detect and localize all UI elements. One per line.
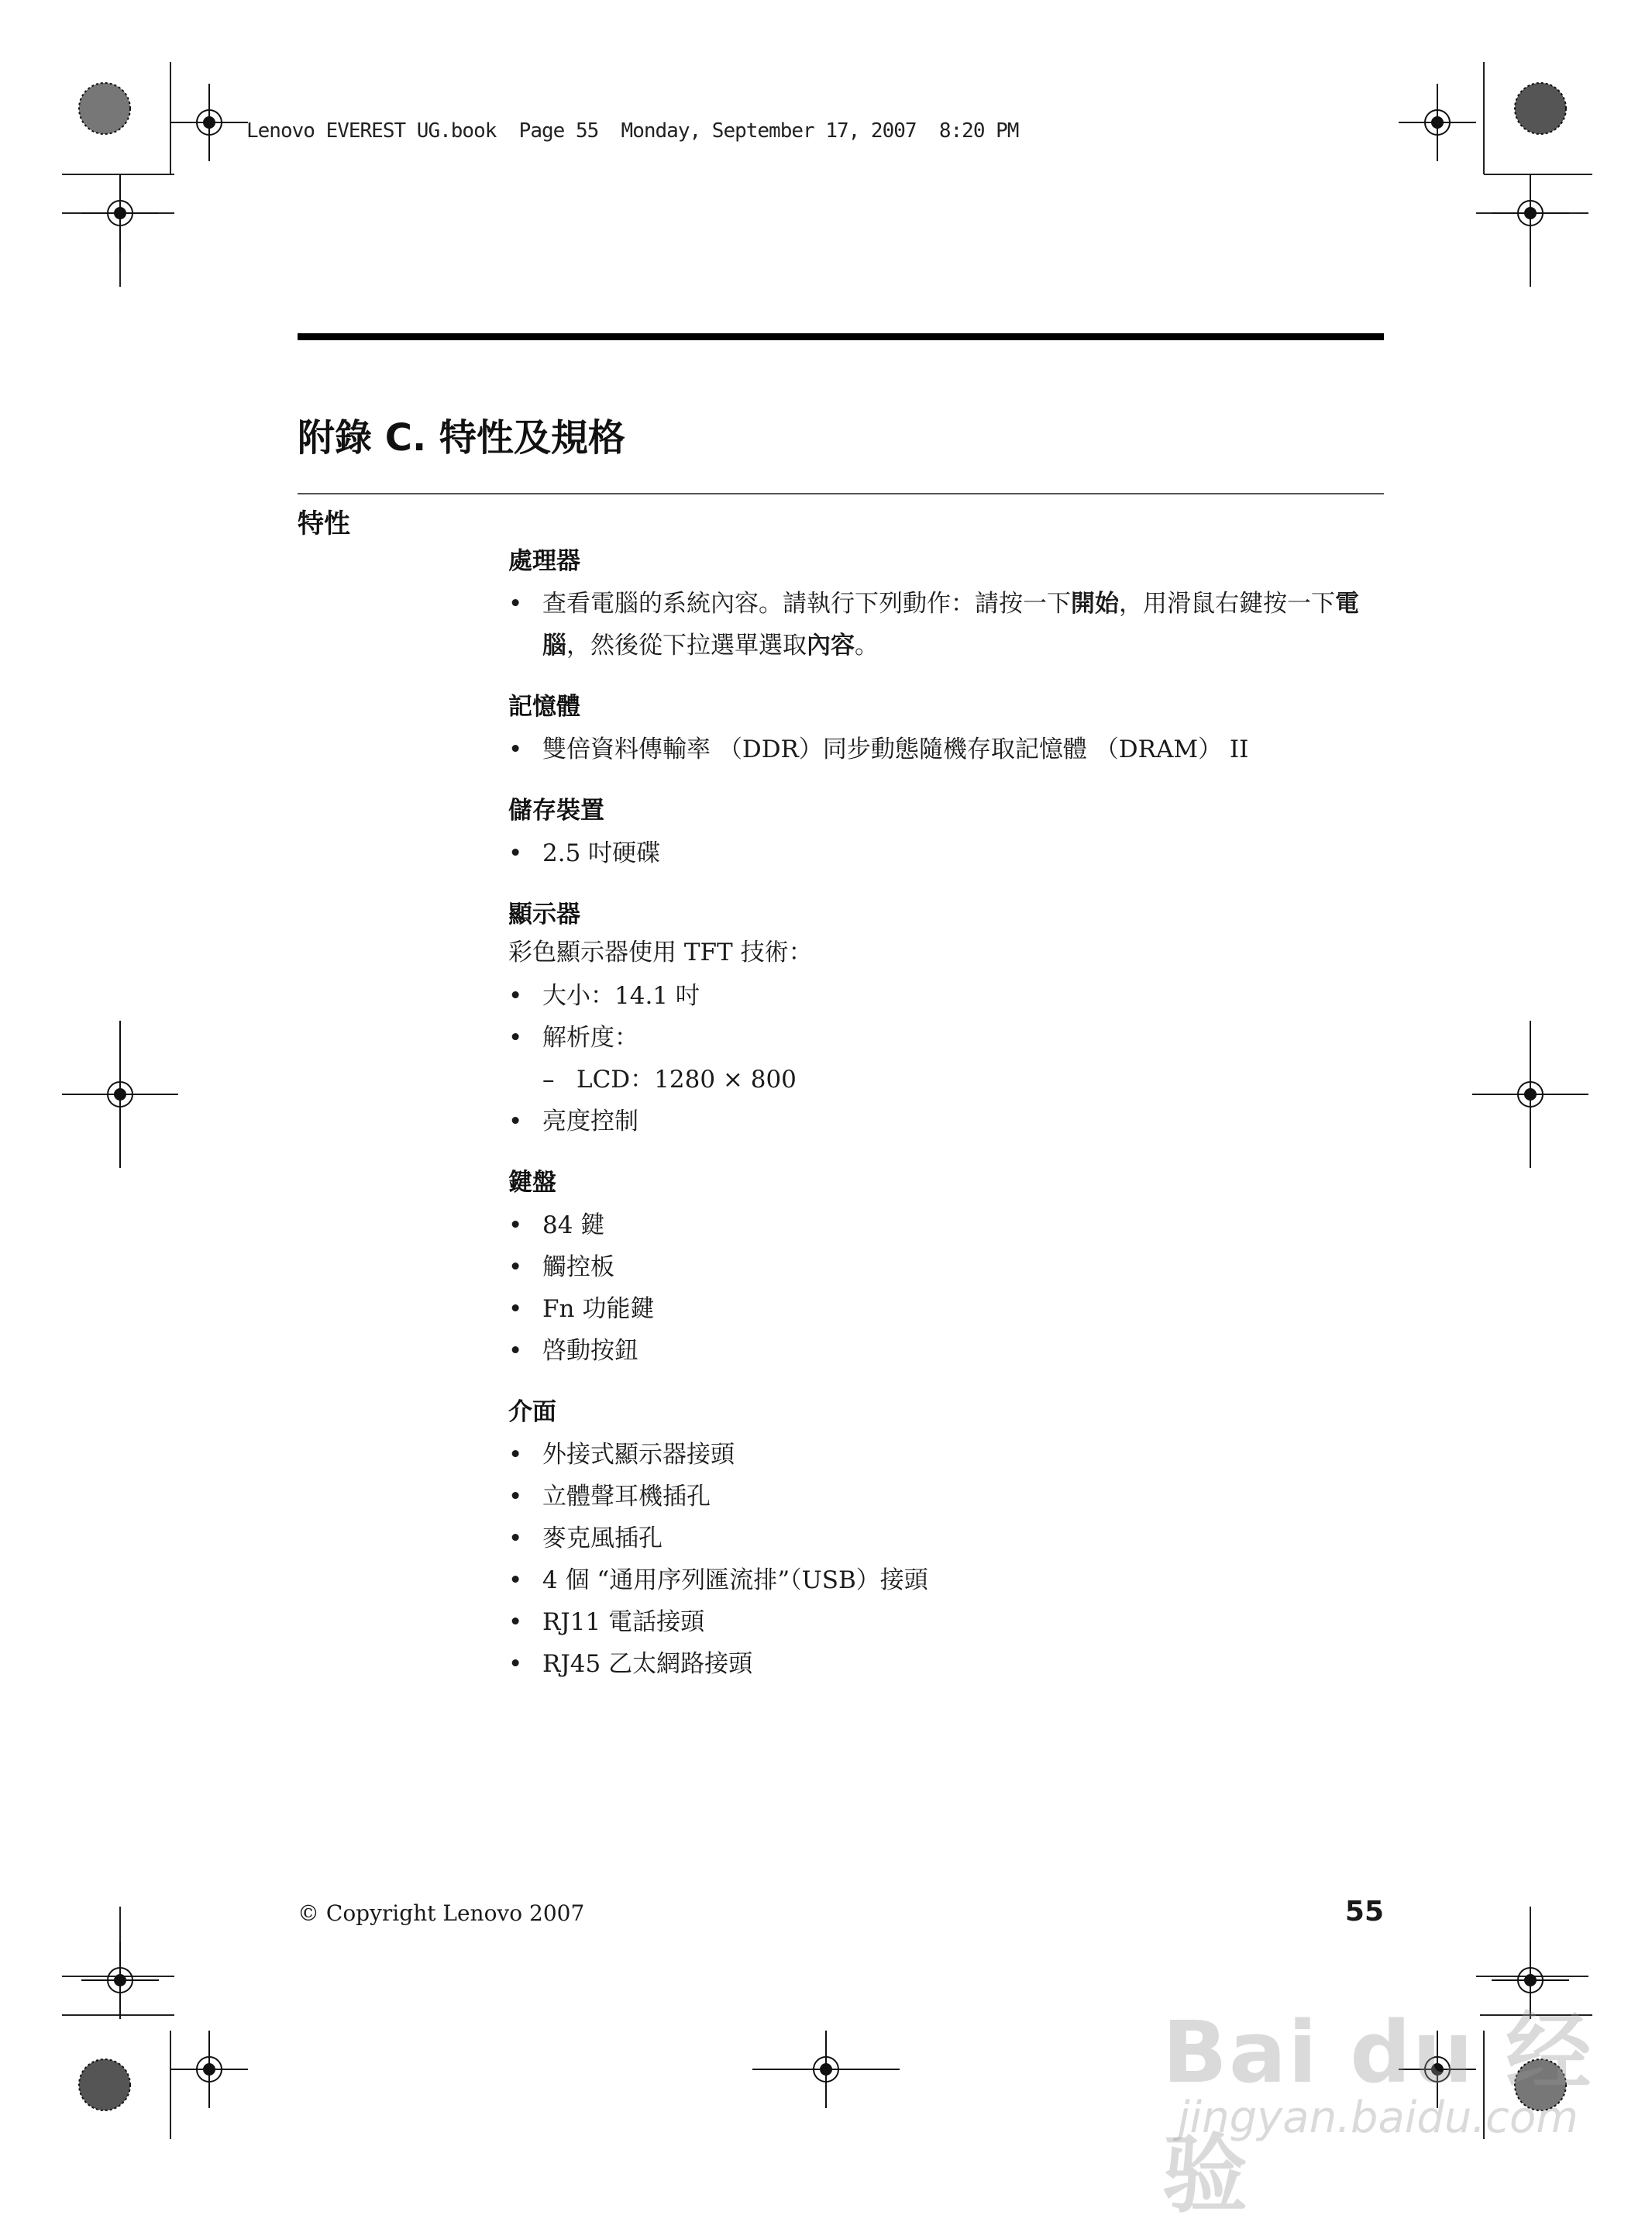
list-item: • 麥克風插孔: [508, 1518, 1385, 1559]
list-item: • 觸控板: [508, 1246, 1385, 1288]
feature-group-keyboard: [508, 1164, 1385, 1372]
list-item: • 84 鍵: [508, 1204, 1385, 1246]
section-title: 特性: [298, 508, 350, 539]
chapter-top-rule: [298, 333, 1384, 340]
print-slug: Lenovo EVEREST UG.book Page 55 Monday, September 17, 2007 8:20 PM: [246, 119, 1019, 143]
text-run: 。: [855, 632, 879, 660]
list-item: • 大小：14.1 吋: [508, 975, 1385, 1017]
text-run: ，用滑鼠右鍵按一下: [1119, 590, 1335, 618]
feature-group-processor: [508, 543, 1385, 667]
list-item: • RJ11 電話接頭: [508, 1601, 1385, 1643]
text-run: ，然後從下拉選單選取: [566, 632, 807, 660]
features-content: [508, 543, 1385, 1707]
feature-list: [508, 729, 1385, 770]
group-heading: 顯示器: [508, 901, 580, 928]
group-heading: 介面: [508, 1398, 556, 1426]
sub-list-item: – LCD：1280 × 800: [508, 1059, 1385, 1101]
group-heading: 鍵盤: [508, 1169, 556, 1197]
list-item: • 立體聲耳機插孔: [508, 1476, 1385, 1518]
watermark-url: jingyan.baidu.com: [1178, 2093, 1578, 2143]
list-item: • RJ45 乙太網路接頭: [508, 1643, 1385, 1685]
list-item: • 2.5 吋硬碟: [508, 832, 1385, 874]
group-heading: 處理器: [508, 547, 580, 575]
ui-term-properties: 內容: [807, 632, 855, 660]
feature-list: [508, 832, 1385, 874]
watermark-logo: Bai du 经验: [1162, 2003, 1593, 2224]
feature-list: [508, 1204, 1385, 1372]
group-heading: 儲存裝置: [508, 797, 604, 825]
list-item: • 外接式顯示器接頭: [508, 1434, 1385, 1476]
feature-group-memory: [508, 688, 1385, 770]
section-rule: [298, 493, 1384, 494]
list-item: • 解析度：: [508, 1017, 1385, 1059]
list-item: • 雙倍資料傳輸率 （DDR）同步動態隨機存取記憶體 （DRAM） II: [508, 729, 1385, 770]
feature-group-interfaces: [508, 1394, 1385, 1685]
ui-term-computer: 電腦: [542, 590, 1359, 660]
feature-group-storage: [508, 792, 1385, 874]
copyright-notice: © Copyright Lenovo 2007: [298, 1900, 585, 1926]
group-intro: 彩色顯示器使用 TFT 技術：: [508, 939, 813, 966]
list-item: [508, 583, 1385, 667]
ui-term-start: 開始: [1071, 590, 1119, 618]
text-run: 查看電腦的系統內容。請執行下列動作：請按一下: [542, 590, 1071, 618]
list-item: • Fn 功能鍵: [508, 1288, 1385, 1330]
list-item: • 啓動按鈕: [508, 1330, 1385, 1372]
feature-list: [508, 1434, 1385, 1685]
group-heading: 記憶體: [508, 693, 580, 721]
feature-list: [508, 583, 1385, 667]
feature-group-display: [508, 896, 1385, 1142]
chapter-title: 附錄 C. 特性及規格: [298, 416, 625, 460]
list-item: • 亮度控制: [508, 1101, 1385, 1142]
list-item: • 4 個 “通用序列匯流排”（USB）接頭: [508, 1559, 1385, 1601]
page-number: 55: [1344, 1896, 1384, 1928]
feature-list: [508, 975, 1385, 1142]
